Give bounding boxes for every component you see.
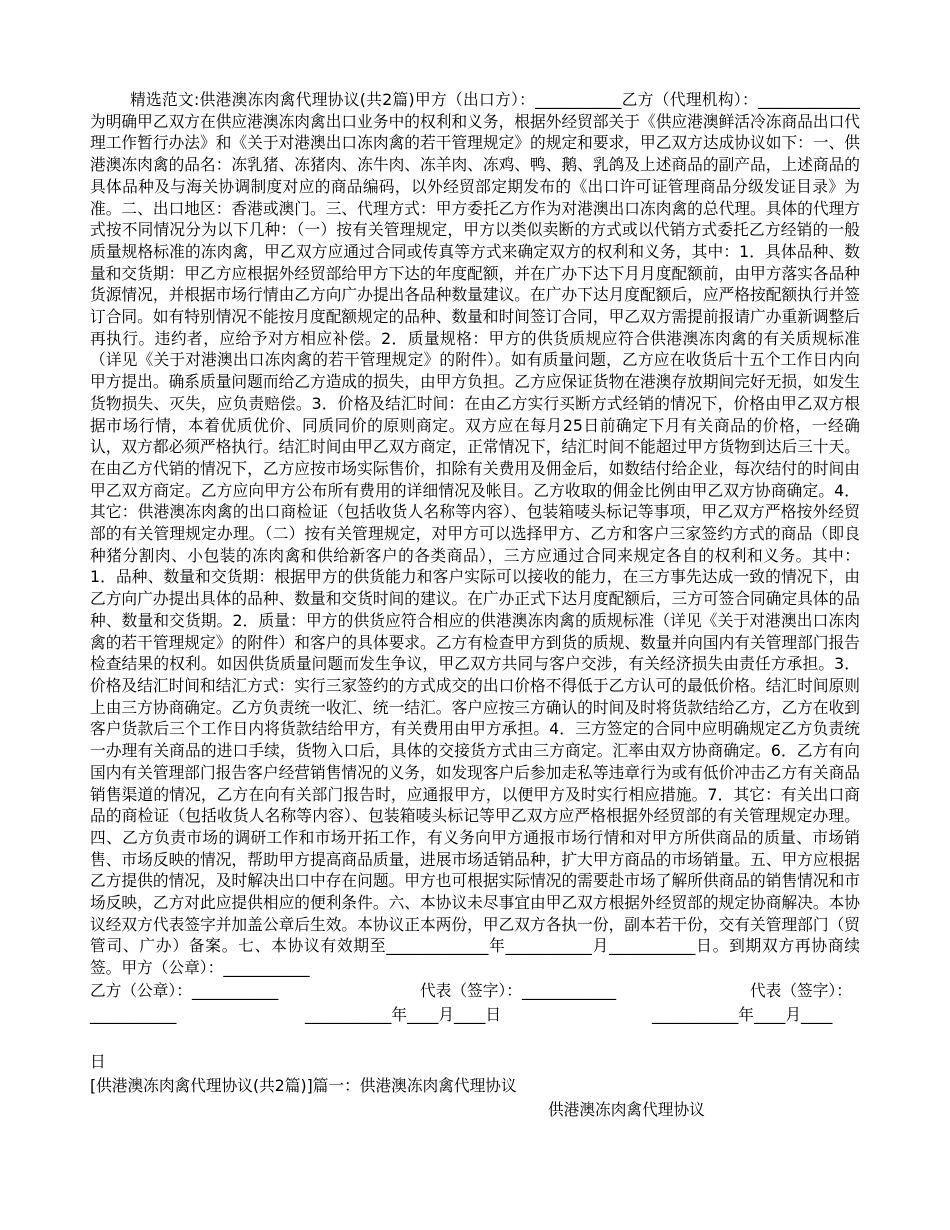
signature-blank: ___________ (90, 1004, 177, 1024)
document-title: 供港澳冻肉禽代理协议 (548, 1099, 705, 1119)
signature-date-field-2: ___________年____月____ (652, 1004, 833, 1024)
signature-date-field-1: ___________年____月____日 (305, 1004, 502, 1024)
representative-signature-field-1: 代表（签字）：____________ (420, 980, 617, 1000)
party-b-seal-field: 乙方（公章）：___________ (90, 980, 279, 1000)
representative-signature-field-2: 代表（签字）： (750, 980, 852, 1000)
signature-row-seals (90, 979, 860, 1003)
document-content (90, 89, 860, 1121)
signature-row-dates (90, 1003, 860, 1027)
agreement-body-text: 精选范文:供港澳冻肉禽代理协议(共2篇)甲方（出口方）：___________乙方（代理机构）：_____________为明确甲乙双方在供应港澳冻肉禽出口业务中的权利和义务，根据外经贸部关于《供应港澳鲜活冷冻商品出口代理工作暂行办法》和《关于对港澳出口冻肉禽的若干管理规定》的规定和要求，甲乙双方达成协议如下：一、供港澳冻肉禽的品名：冻乳猪、冻猪肉、冻牛肉、冻羊肉、冻鸡、鸭、鹅、乳鸽及上述商品的副产品，上述商品的具体品种及与海关协调制度对应的商品编码，以外经贸部定期发布的《出口许可证管理商品分级发证目录》为准。二、出口地区：香港或澳门。三、代理方式：甲方委托乙方作为对港澳出口冻肉禽的总代理。具体的代理方式按不同情况分为以下几种：（一）按有关管理规定，甲方以类似卖断的方式或以代销方式委托乙方经销的一般质量规格标准的冻肉禽，甲乙双方应通过合同或传真等方式来确定双方的权利和义务，其中：1．具体品种、数量和交货期：甲乙方应根据外经贸部给甲方下达的年度配额，并在广办下达下月月度配额前，由甲方落实各品种货源情况，并根据市场行情由乙方向广办提出各品种数量建议。在广办下达月度配额后，应严格按配额执行并签订合同。如有特别情况不能按月度配额规定的品种、数量和时间签订合同，甲乙双方需提前报请广办重新调整后再执行。违约者，应给予对方相应补偿。2．质量规格：甲方的供货质规应符合供港澳冻肉禽的有关质规标准（详见《关于对港澳出口冻肉禽的若干管理规定》的附件）。如有质量问题，乙方应在收货后十五个工作日内向甲方提出。确系质量问题而给乙方造成的损失，由甲方负担。乙方应保证货物在港澳存放期间完好无损，如发生货物损失、灭失，应负责赔偿。3．价格及结汇时间：在由乙方实行买断方式经销的情况下，价格由甲乙双方根据市场行情，本着优质优价、同质同价的原则商定。双方应在每月25日前确定下月有关商品的价格，一经确认，双方都必须严格执行。结汇时间由甲乙双方商定，正常情况下，结汇时间不能超过甲方货物到达后三十天。在由乙方代销的情况下，乙方应按市场实际售价，扣除有关费用及佣金后，如数结付给企业，每次结付的时间由甲乙双方商定。乙方应向甲方公布所有费用的详细情况及帐目。乙方收取的佣金比例由甲乙双方协商确定。4．其它：供港澳冻肉禽的出口商检证（包括收货人名称等内容）、包装箱唛头标记等事项，甲乙双方严格按外经贸部的有关管理规定办理。（二）按有关管理规定，对甲方可以选择甲方、乙方和客户三家签约方式的商品（即良种猪分割肉、小包装的冻肉禽和供给新客户的各类商品），三方应通过合同来规定各自的权利和义务。其中：1．品种、数量和交货期：根据甲方的供货能力和客户实际可以接收的能力，在三方事先达成一致的情况下，由乙方向广办提出具体的品种、数量和交货时间的建议。在广办正式下达月度配额后，三方可签合同确定具体的品种、数量和交货期。2．质量：甲方的供货应符合相应的供港澳冻肉禽的质规标准（详见《关于对港澳出口冻肉禽的若干管理规定》的附件）和客户的具体要求。乙方有检查甲方到货的质规、数量并向国内有关管理部门报告检查结果的权利。如因供货质量问题而发生争议，甲乙双方共同与客户交涉，有关经济损失由责任方承担。3．价格及结汇时间和结汇方式：实行三家签约的方式成交的出口价格不得低于乙方认可的最低价格。结汇时间原则上由三方协商确定。乙方负责统一收汇、统一结汇。客户应按三方确认的时间及时将货款结给乙方，乙方在收到客户货款后三个工作日内将货款结给甲方，有关费用由甲方承担。4．三方签定的合同中应明确规定乙方负责统一办理有关商品的进口手续，货物入口后，具体的交接货方式由三方商定。汇率由双方协商确定。6．乙方有向国内有关管理部门报告客户经营销售情况的义务，如发现客户后参加走私等违章行为或有低价冲击乙方有关商品销售渠道的情况，乙方在向有关部门报告时，应通报甲方，以便甲方及时实行相应措施。7．其它：有关出口商品的商检证（包括收货人名称等内容）、包装箱唛头标记等甲乙双方应严格根据外经贸部的有关管理规定办理。四、乙方负责市场的调研工作和市场开拓工作，有义务向甲方通报市场行情和对甲方所供商品的质量、市场销售、市场反映的情况，帮助甲方提高商品质量，进展市场适销品种，扩大甲方商品的市场销量。五、甲方应根据乙方提供的情况，及时解决出口中存在问题。甲方也可根据实际情况的需要赴市场了解所供商品的销售情况和市场反映，乙方对此应提供相应的便利条件。六、本协议未尽事宜由甲乙双方根据外经贸部的规定协商解决。本协议经双方代表签字并加盖公章后生效。本协议正本两份，甲乙双方各执一份，副本若干份，交有关管理部门（贸管司、广办）备案。七、本协议有效期至_____________年___________月___________日。到期双方再协商续签。甲方（公章）：___________ (90, 90, 860, 978)
source-reference-line: [供港澳冻肉禽代理协议(共2篇)]篇一：供港澳冻肉禽代理协议 (90, 1075, 517, 1095)
signature-date-tail: 日 (90, 1051, 106, 1071)
